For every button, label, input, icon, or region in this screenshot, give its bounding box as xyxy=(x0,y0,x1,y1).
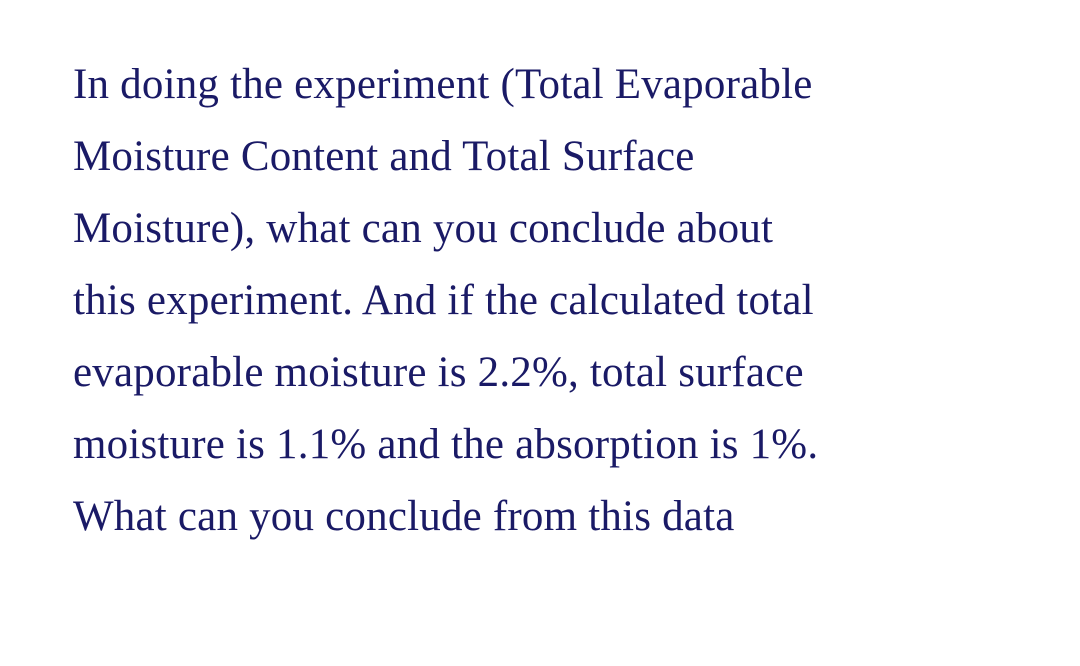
question-line: In doing the experiment (Total Evaporable xyxy=(73,61,813,108)
question-line: Moisture), what can you conclude about xyxy=(73,205,774,252)
question-line: this experiment. And if the calculated total xyxy=(73,277,814,324)
question-text xyxy=(73,49,1063,553)
question-line: What can you conclude from this data xyxy=(73,493,735,540)
question-line: moisture is 1.1% and the absorption is 1%. xyxy=(73,421,819,468)
question-line: evaporable moisture is 2.2%, total surface xyxy=(73,349,804,396)
question-line: Moisture Content and Total Surface xyxy=(73,133,695,180)
